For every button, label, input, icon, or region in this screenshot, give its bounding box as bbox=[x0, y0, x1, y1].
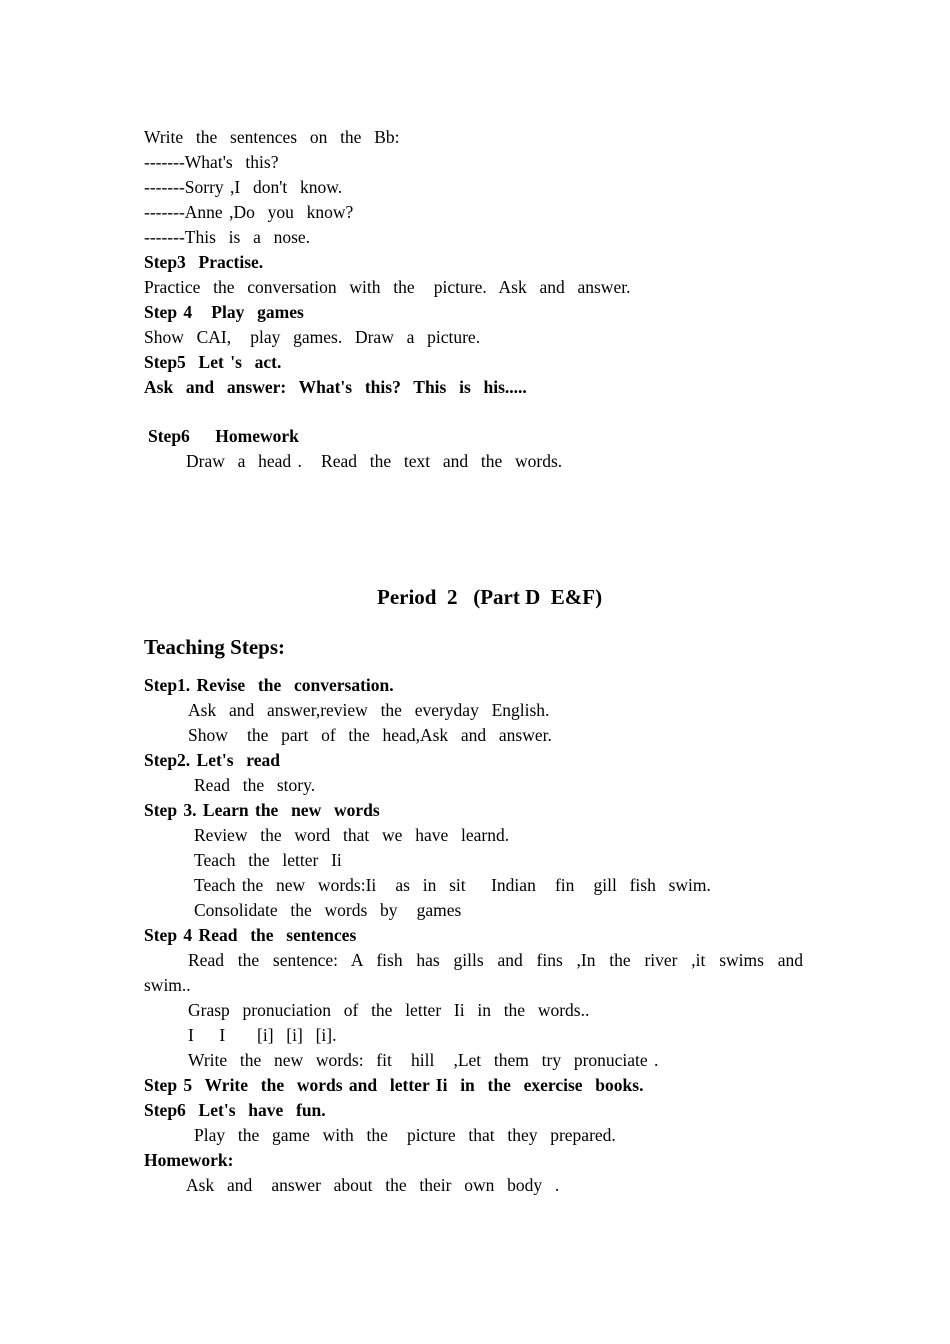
step-text: Draw a head . Read the text and the words. bbox=[186, 451, 563, 471]
step-text: Ask and answer,review the everyday English. bbox=[188, 700, 550, 720]
step-text: Practice the conversation with the picture. Ask and answer. bbox=[144, 277, 631, 297]
step-text: Show CAI, play games. Draw a picture. bbox=[144, 327, 481, 347]
step-text: Consolidate the words by games bbox=[194, 900, 462, 920]
step-text: Ask and answer: What's this? This is his..... bbox=[144, 377, 527, 397]
step-text: Play the game with the picture that they prepared. bbox=[194, 1125, 616, 1145]
step-heading: Step3 Practise. bbox=[144, 252, 264, 272]
step-text: Ask and answer about the their own body . bbox=[186, 1175, 560, 1195]
step-text: Write the new words: fit hill ,Let them try pronuciate . bbox=[188, 1050, 659, 1070]
dialogue-line: -------Sorry ,I don't know. bbox=[144, 177, 343, 197]
period-title: Period 2 (Part D E&F) bbox=[377, 585, 603, 609]
step-heading: Homework: bbox=[144, 1150, 234, 1170]
step-heading: Step6 Let's have fun. bbox=[144, 1100, 326, 1120]
step-text: Teach the new words:Ii as in sit Indian fin gill fish swim. bbox=[194, 875, 711, 895]
dialogue-line: -------This is a nose. bbox=[144, 227, 311, 247]
step-heading: Step 4 Read the sentences bbox=[144, 925, 357, 945]
step-text: I I [i] [i] [i]. bbox=[188, 1025, 337, 1045]
step-text: swim.. bbox=[144, 975, 191, 995]
step-text: Show the part of the head,Ask and answer. bbox=[188, 725, 552, 745]
step-heading: Step5 Let 's act. bbox=[144, 352, 282, 372]
step-heading: Step 3. Learn the new words bbox=[144, 800, 380, 820]
section-heading: Teaching Steps: bbox=[144, 635, 286, 659]
step-heading: Step 4 Play games bbox=[144, 302, 304, 322]
step-heading: Step 5 Write the words and letter Ii in the exercise books. bbox=[144, 1075, 644, 1095]
dialogue-line: -------What's this? bbox=[144, 152, 279, 172]
step-heading: Step1. Revise the conversation. bbox=[144, 675, 394, 695]
step-heading: Step2. Let's read bbox=[144, 750, 280, 770]
step-text: Teach the letter Ii bbox=[194, 850, 342, 870]
step-text: Read the sentence: A fish has gills and fins ,In the river ,it swims and bbox=[188, 950, 803, 970]
dialogue-line: -------Anne ,Do you know? bbox=[144, 202, 354, 222]
step-text: Read the story. bbox=[194, 775, 316, 795]
step-text: Grasp pronuciation of the letter Ii in the words.. bbox=[188, 1000, 590, 1020]
step-heading: Step6 Homework bbox=[148, 426, 299, 446]
text-line: Write the sentences on the Bb: bbox=[144, 127, 400, 147]
step-text: Review the word that we have learnd. bbox=[194, 825, 510, 845]
